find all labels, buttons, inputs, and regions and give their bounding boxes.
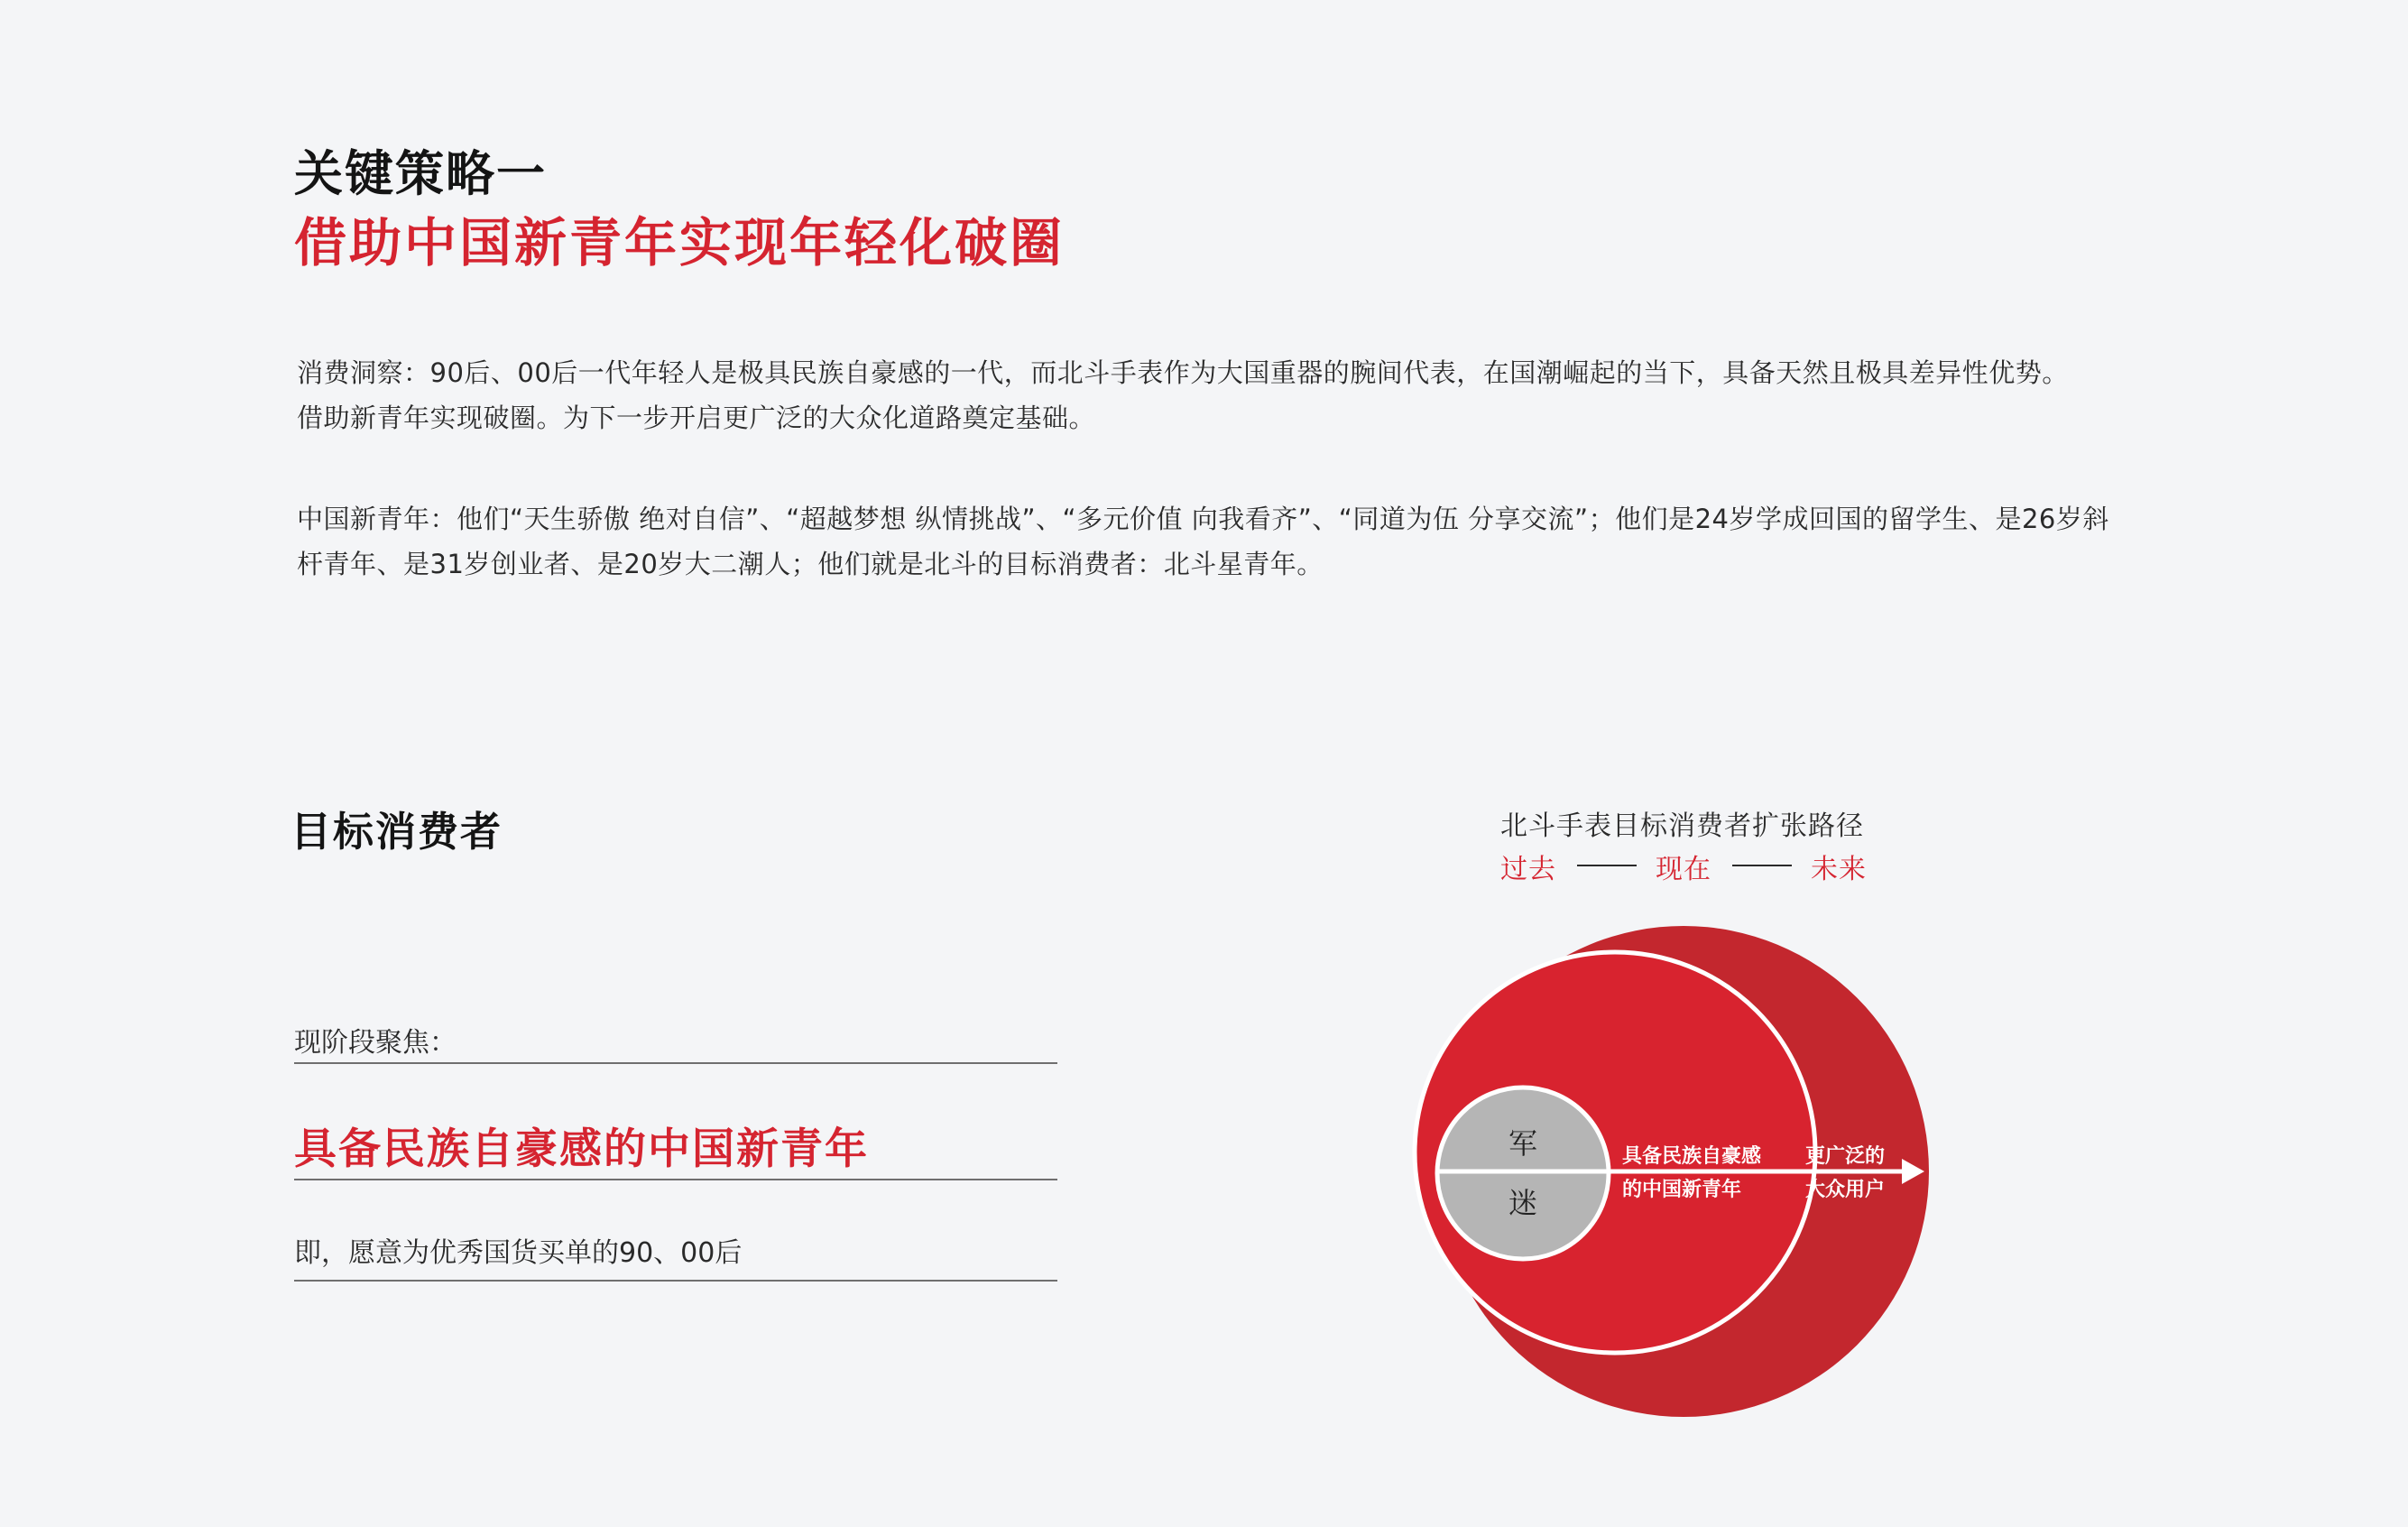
- inner-circle-label: 迷: [1508, 1186, 1538, 1220]
- timeline-future: 未来: [1811, 854, 1867, 885]
- strategy-label: 关键策略一: [294, 145, 547, 202]
- target-consumer-heading: 目标消费者: [291, 808, 503, 856]
- paragraph-line: 中国新青年：他们“天生骄傲 绝对自信”、“超越梦想 纵情挑战”、“多元价值 向我看齐”、“同道为伍 分享交流”；他们是24岁学成回国的留学生、是26岁斜: [297, 504, 2109, 534]
- middle-circle-label: 具备民族自豪感: [1622, 1145, 1762, 1168]
- focus-title: 具备民族自豪感的中国新青年: [294, 1124, 869, 1174]
- focus-label: 现阶段聚焦：: [294, 1027, 457, 1059]
- inner-circle-label: 军: [1508, 1126, 1538, 1161]
- paragraph-line: 杆青年、是31岁创业者、是20岁大二潮人；他们就是北斗的目标消费者：北斗星青年。: [297, 549, 1324, 579]
- paragraph-line: 借助新青年实现破圈。为下一步开启更广泛的大众化道路奠定基础。: [297, 403, 1096, 433]
- outer-circle-label: 大众用户: [1805, 1179, 1886, 1201]
- focus-note: 即，愿意为优秀国货买单的90、00后: [294, 1237, 743, 1269]
- middle-circle-label: 的中国新青年: [1622, 1179, 1742, 1201]
- paragraph-line: 消费洞察：90后、00后一代年轻人是极具民族自豪感的一代，而北斗手表作为大国重器的腕间代表，在国潮崛起的当下，具备天然且极具差异性优势。: [297, 357, 2069, 388]
- timeline-past: 过去: [1500, 854, 1556, 885]
- timeline-now: 现在: [1656, 854, 1711, 885]
- diagram-title: 北斗手表目标消费者扩张路径: [1500, 810, 1864, 842]
- strategy-title: 借助中国新青年实现年轻化破圈: [294, 212, 1066, 273]
- outer-circle-label: 更广泛的: [1805, 1145, 1886, 1168]
